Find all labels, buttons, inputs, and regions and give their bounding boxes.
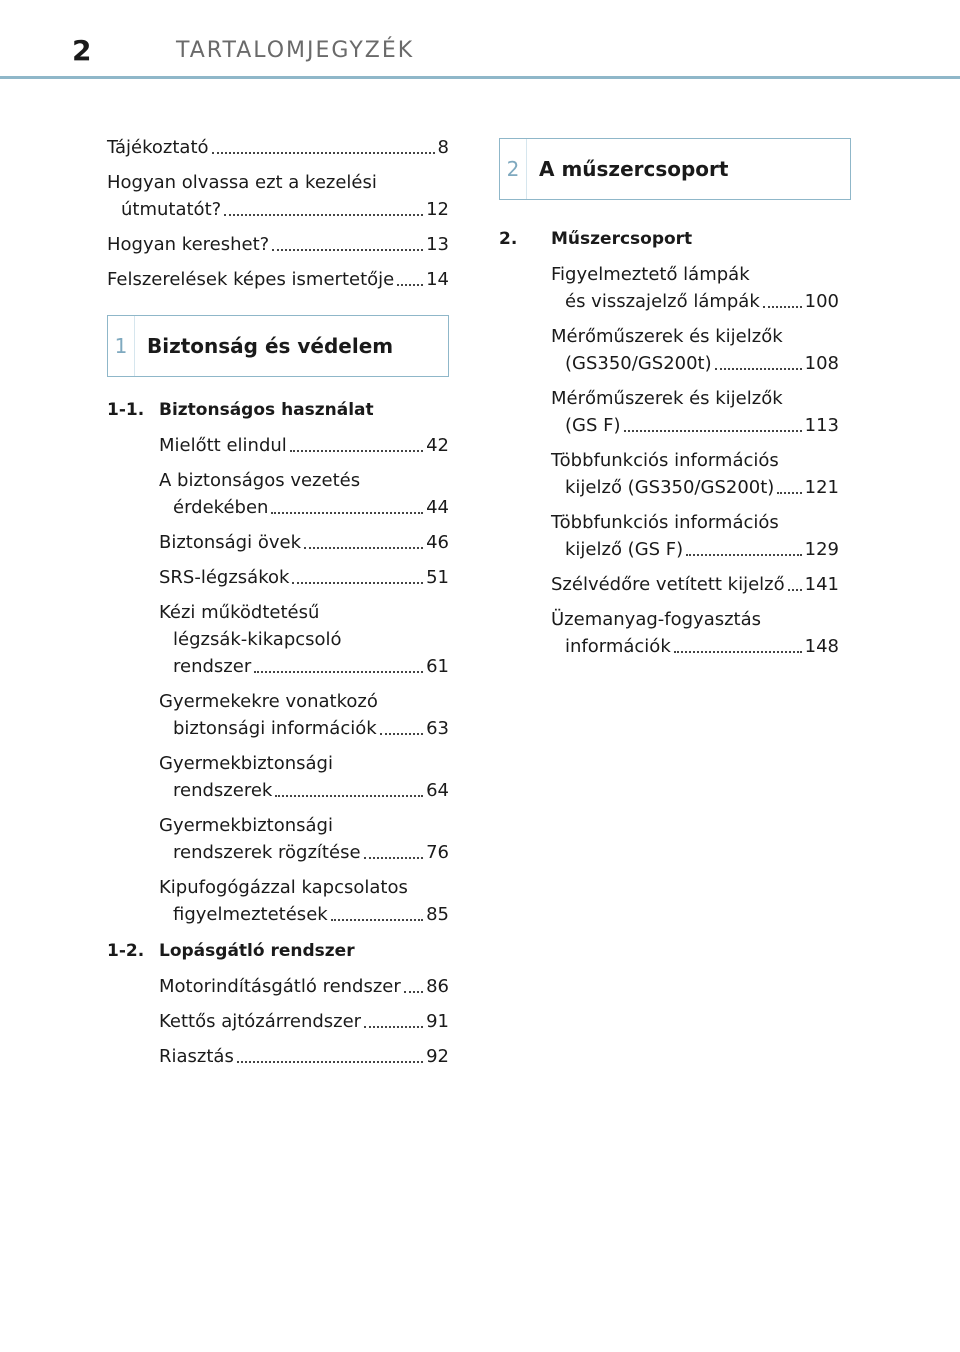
toc-entry-continuation — [159, 839, 449, 866]
toc-entry-label: SRS-légzsákok — [159, 567, 290, 588]
toc-entry-page: 86 — [426, 976, 449, 997]
dot-leader — [254, 671, 423, 673]
subsection-items — [107, 973, 449, 1070]
toc-entry-label: Kettős ajtózárrendszer — [159, 1011, 362, 1032]
section-header-2[interactable] — [499, 138, 851, 200]
section-number: 1 — [108, 316, 135, 376]
toc-entry-page: 14 — [426, 269, 449, 290]
toc-entry-page: 121 — [804, 477, 839, 498]
dot-leader — [224, 214, 423, 216]
subsection-heading[interactable] — [107, 397, 449, 424]
toc-left-column — [107, 134, 449, 1078]
toc-entry-page: 12 — [426, 199, 449, 220]
toc-entry-label: kijelző (GS350/GS200t) — [565, 477, 775, 498]
toc-entry[interactable] — [551, 606, 839, 660]
dot-leader — [237, 1061, 423, 1063]
subsection-items — [499, 261, 851, 660]
toc-entry-label: és visszajelző lámpák — [565, 291, 760, 312]
toc-entry[interactable] — [551, 261, 839, 315]
subsection-code: 1-1. — [107, 400, 145, 420]
toc-entry[interactable] — [107, 169, 449, 223]
section-number: 2 — [500, 139, 527, 199]
dot-leader — [292, 582, 423, 584]
toc-entry[interactable] — [159, 874, 449, 928]
toc-entry-label: információk — [565, 636, 671, 657]
toc-entry[interactable] — [551, 323, 839, 377]
toc-entry[interactable] — [159, 564, 449, 591]
dot-leader — [777, 492, 801, 494]
toc-entry-page: 64 — [426, 780, 449, 801]
toc-entry-page: 8 — [437, 137, 449, 158]
section-title: A műszercsoport — [539, 156, 729, 181]
toc-entry-page: 44 — [426, 497, 449, 518]
dot-leader — [686, 554, 801, 556]
subsection-code: 2. — [499, 229, 518, 249]
toc-entry-continuation — [159, 901, 449, 928]
section-header-1[interactable] — [107, 315, 449, 377]
toc-entry-label: Riasztás — [159, 1046, 234, 1067]
subsection-heading[interactable] — [499, 226, 851, 253]
subsection-items — [107, 432, 449, 928]
subsection-title: Műszercsoport — [551, 229, 693, 249]
toc-entry-page: 46 — [426, 532, 449, 553]
toc-entry-label: Többfunkciós információs — [551, 450, 779, 471]
toc-entry-page: 92 — [426, 1046, 449, 1067]
toc-entry[interactable] — [159, 529, 449, 556]
toc-entry[interactable] — [159, 812, 449, 866]
toc-entry[interactable] — [107, 266, 449, 293]
toc-entry-page: 85 — [426, 904, 449, 925]
toc-entry[interactable] — [551, 509, 839, 563]
subsection-heading[interactable] — [107, 938, 449, 965]
toc-entry[interactable] — [159, 1043, 449, 1070]
toc-entry-label: rendszer — [173, 656, 252, 677]
dot-leader — [304, 547, 423, 549]
toc-entry-label: Mérőműszerek és kijelzők — [551, 326, 783, 347]
toc-entry-page: 51 — [426, 567, 449, 588]
toc-entry-label: Hogyan kereshet? — [107, 234, 270, 255]
toc-entry-label: rendszerek — [173, 780, 273, 801]
toc-entry-label: Motorindításgátló rendszer — [159, 976, 401, 997]
toc-entry[interactable] — [107, 231, 449, 258]
toc-entry-continuation — [551, 288, 839, 315]
toc-entry-page: 148 — [804, 636, 839, 657]
toc-entry[interactable] — [551, 447, 839, 501]
toc-entry-page: 113 — [804, 415, 839, 436]
dot-leader — [380, 733, 423, 735]
toc-entry-page: 42 — [426, 435, 449, 456]
header-divider — [0, 76, 960, 79]
dot-leader — [290, 450, 423, 452]
toc-entry-label: Felszerelések képes ismertetője — [107, 269, 395, 290]
page-number: 2 — [72, 34, 92, 67]
dot-leader — [397, 284, 423, 286]
toc-entry-label: útmutatót? — [121, 199, 222, 220]
section-title: Biztonság és védelem — [147, 333, 394, 358]
toc-entry-continuation — [551, 350, 839, 377]
toc-entry-continuation — [551, 412, 839, 439]
toc-entry-page: 91 — [426, 1011, 449, 1032]
toc-entry[interactable] — [551, 571, 839, 598]
toc-entry-label: Kézi működtetésű — [159, 602, 320, 623]
subsection-title: Biztonságos használat — [159, 400, 374, 420]
toc-entry[interactable] — [159, 599, 449, 680]
toc-entry-label: érdekében — [173, 497, 269, 518]
toc-entry-label: Figyelmeztető lámpák — [551, 264, 750, 285]
toc-entry-label: Szélvédőre vetített kijelző — [551, 574, 785, 595]
dot-leader — [404, 991, 423, 993]
toc-right-column — [499, 138, 851, 668]
toc-entry-label: Többfunkciós információs — [551, 512, 779, 533]
toc-entry-page: 76 — [426, 842, 449, 863]
toc-entry[interactable] — [159, 467, 449, 521]
toc-entry-label: Mielőtt elindul — [159, 435, 287, 456]
toc-entry-page: 108 — [804, 353, 839, 374]
toc-entry[interactable] — [551, 385, 839, 439]
toc-entry-label: Gyermekbiztonsági — [159, 753, 333, 774]
toc-entry-page: 61 — [426, 656, 449, 677]
toc-entry-label: kijelző (GS F) — [565, 539, 684, 560]
toc-entry-page: 63 — [426, 718, 449, 739]
toc-entry[interactable] — [159, 1008, 449, 1035]
toc-entry[interactable] — [107, 134, 449, 161]
toc-entry-label: Gyermekbiztonsági — [159, 815, 333, 836]
toc-entry-label: légzsák-kikapcsoló — [173, 629, 342, 650]
subsection-title: Lopásgátló rendszer — [159, 941, 355, 961]
toc-entry-continuation — [159, 777, 449, 804]
dot-leader — [272, 249, 423, 251]
subsection-code: 1-2. — [107, 941, 145, 961]
toc-entry-page: 13 — [426, 234, 449, 255]
toc-entry-continuation — [107, 196, 449, 223]
toc-entry-label: Biztonsági övek — [159, 532, 301, 553]
toc-entry-label: Hogyan olvassa ezt a kezelési — [107, 172, 377, 193]
toc-entry-page: 129 — [804, 539, 839, 560]
page-header — [0, 0, 960, 80]
dot-leader — [364, 857, 424, 859]
toc-entry-continuation — [159, 494, 449, 521]
toc-entry-label: figyelmeztetések — [173, 904, 328, 925]
toc-entry-label: Gyermekekre vonatkozó — [159, 691, 378, 712]
toc-entry[interactable] — [159, 432, 449, 459]
toc-entry-label: Kipufogógázzal kapcsolatos — [159, 877, 408, 898]
toc-entry-page: 141 — [804, 574, 839, 595]
toc-entry-continuation — [551, 633, 839, 660]
toc-entry-label: Üzemanyag-fogyasztás — [551, 609, 762, 630]
toc-entry-continuation — [159, 653, 449, 680]
toc-entry[interactable] — [159, 973, 449, 1000]
toc-entry-page: 100 — [804, 291, 839, 312]
toc-entry[interactable] — [159, 750, 449, 804]
toc-entry-label: (GS350/GS200t) — [565, 353, 712, 374]
toc-entry-label: rendszerek rögzítése — [173, 842, 361, 863]
toc-entry-label: biztonsági információk — [173, 718, 377, 739]
toc-entry-continuation — [159, 715, 449, 742]
dot-leader — [763, 306, 802, 308]
page-title: TARTALOMJEGYZÉK — [176, 38, 415, 63]
dot-leader — [275, 795, 423, 797]
dot-leader — [788, 589, 802, 591]
dot-leader — [212, 152, 435, 154]
toc-entry-label: A biztonságos vezetés — [159, 470, 361, 491]
dot-leader — [624, 430, 802, 432]
toc-entry-label: Tájékoztató — [107, 137, 209, 158]
toc-entry-continuation — [551, 474, 839, 501]
dot-leader — [271, 512, 423, 514]
toc-entry-label: Mérőműszerek és kijelzők — [551, 388, 783, 409]
dot-leader — [331, 919, 423, 921]
toc-entry[interactable] — [159, 688, 449, 742]
dot-leader — [674, 651, 802, 653]
dot-leader — [364, 1026, 423, 1028]
toc-entry-continuation — [551, 536, 839, 563]
toc-entry-label: (GS F) — [565, 415, 621, 436]
dot-leader — [715, 368, 802, 370]
